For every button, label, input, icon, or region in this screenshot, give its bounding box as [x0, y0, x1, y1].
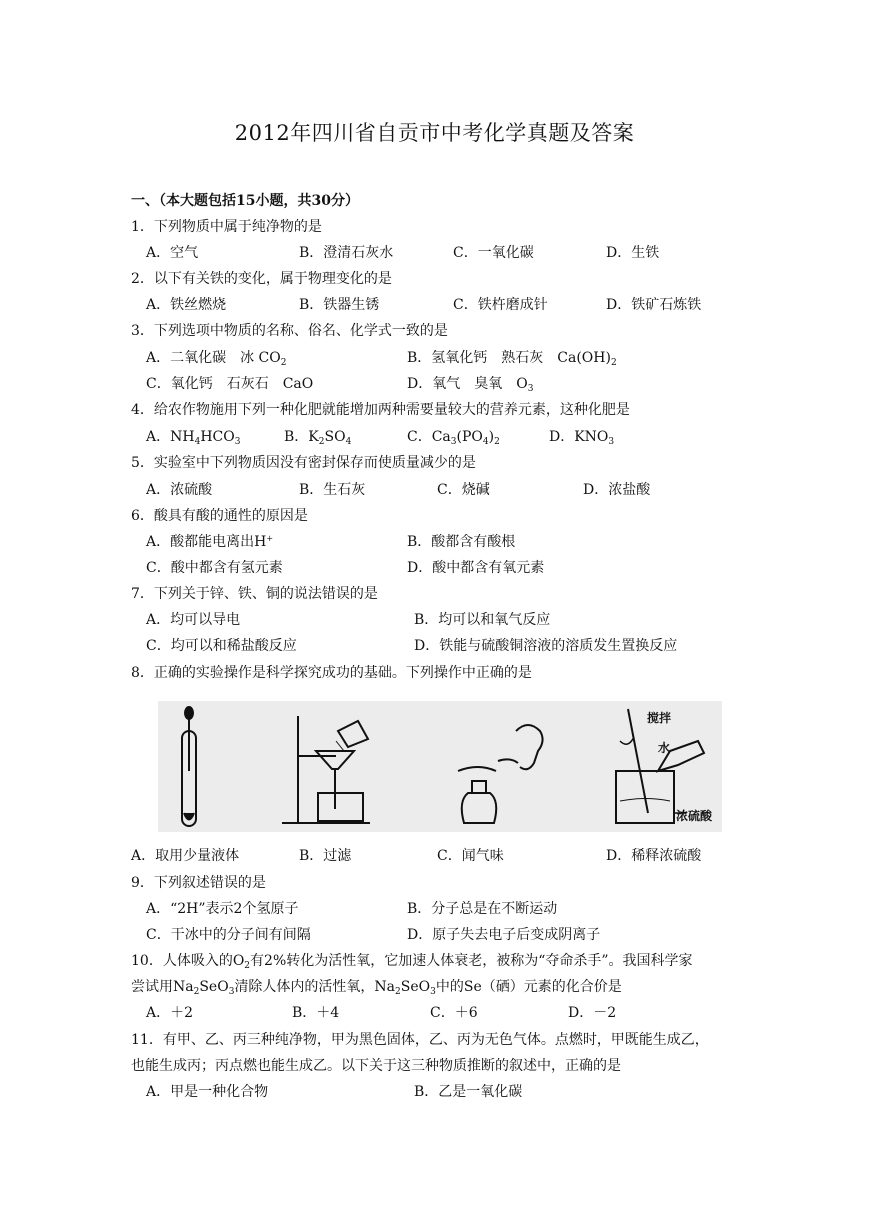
q5-stem: 5．实验室中下列物质因没有密封保存而使质量减少的是 — [131, 455, 476, 471]
q11-stem-line2: 也能生成丙；丙点燃也能生成乙。以下关于这三种物质推断的叙述中，正确的是 — [131, 1058, 621, 1074]
q3-option-c: C．氧化钙 石灰石 CaO — [146, 376, 314, 392]
q11-option-a: A．甲是一种化合物 — [146, 1084, 269, 1100]
lab-operations-drawing — [158, 701, 722, 832]
q2-option-a: A．铁丝燃烧 — [146, 297, 227, 313]
lab-operations-figure — [158, 701, 722, 832]
q3-stem: 3．下列选项中物质的名称、俗名、化学式一致的是 — [131, 323, 448, 339]
q5-option-d: D．浓盐酸 — [583, 482, 651, 498]
q3-option-b: B．氢氧化钙 熟石灰 $Ca(OH)_2$ — [407, 350, 617, 368]
q2-stem: 2．以下有关铁的变化，属于物理变化的是 — [131, 271, 392, 287]
q4-stem: 4．给农作物施用下列一种化肥就能增加两种需要量较大的营养元素，这种化肥是 — [131, 402, 630, 418]
q1-option-a: A．空气 — [146, 245, 199, 261]
q6-stem: 6．酸具有酸的通性的原因是 — [131, 508, 308, 524]
q1-option-c: C．一氧化碳 — [453, 245, 534, 261]
q1-option-d: D．生铁 — [606, 245, 660, 261]
q2-option-b: B．铁器生锈 — [299, 297, 380, 313]
section-heading: 一、（本大题包括15小题，共30分） — [131, 193, 359, 209]
q3-option-a: A．二氧化碳 冰 $CO_2$ — [146, 350, 287, 368]
q10-stem-line1: 10．人体吸入的$O_2$有2%转化为活性氧，它加速人体衰老，被称为“夺命杀手”。我国科学家 — [131, 953, 693, 971]
test-tube-dropper-icon — [182, 707, 196, 826]
q7-stem: 7．下列关于锌、铁、铜的说法错误的是 — [131, 586, 378, 602]
q10-option-a: A．＋2 — [146, 1005, 194, 1021]
q8-option-a: A．取用少量液体 — [131, 848, 240, 864]
dilute-acid-icon — [616, 709, 704, 823]
q8-stem: 8．正确的实验操作是科学探究成功的基础。下列操作中正确的是 — [131, 665, 532, 681]
q1-option-b: B．澄清石灰水 — [299, 245, 394, 261]
q8-option-d: D．稀释浓硫酸 — [606, 848, 702, 864]
q2-option-d: D．铁矿石炼铁 — [606, 297, 702, 313]
q11-option-b: B．乙是一氧化碳 — [414, 1084, 523, 1100]
q4-option-a: A．$NH_4HCO_3$ — [146, 429, 241, 447]
q4-option-b: B．$K_2SO_4$ — [284, 429, 352, 447]
q5-option-c: C．烧碱 — [437, 482, 490, 498]
q7-option-b: B．均可以和氧气反应 — [414, 612, 551, 628]
q3-option-d: D．氧气 臭氧 $O_3$ — [407, 376, 534, 394]
q10-option-b: B．＋4 — [292, 1005, 340, 1021]
q10-option-c: C．＋6 — [430, 1005, 478, 1021]
q6-option-d: D．酸中都含有氧元素 — [407, 560, 545, 576]
q10-stem-line2: 尝试用$Na_2SeO_3$清除人体内的活性氧，$Na_2SeO_3$中的Se（硒）元素的化合价是 — [131, 979, 622, 997]
q9-stem: 9．下列叙述错误的是 — [131, 875, 266, 891]
q8-option-c: C．闻气味 — [437, 848, 504, 864]
figure-label-conc-acid: 浓硫酸 — [676, 809, 713, 823]
smell-gas-icon — [458, 725, 543, 823]
q6-option-c: C．酸中都含有氢元素 — [146, 560, 283, 576]
figure-label-water: 水 — [658, 741, 671, 755]
q11-stem-line1: 11．有甲、乙、丙三种纯净物，甲为黑色固体，乙、丙为无色气体。点燃时，甲既能生成乙， — [131, 1032, 709, 1048]
q9-option-a: A．“2H”表示2个氢原子 — [146, 901, 299, 917]
q9-option-d: D．原子失去电子后变成阴离子 — [407, 927, 601, 943]
q4-option-d: D．$KNO_3$ — [549, 429, 615, 447]
q10-option-d: D．－2 — [568, 1005, 617, 1021]
q5-option-b: B．生石灰 — [299, 482, 366, 498]
q2-option-c: C．铁杵磨成针 — [453, 297, 548, 313]
q9-option-c: C．干冰中的分子间有间隔 — [146, 927, 311, 943]
q7-option-d: D．铁能与硫酸铜溶液的溶质发生置换反应 — [414, 638, 678, 654]
q4-option-c: C．$Ca_3(PO_4)_2$ — [407, 429, 500, 447]
q7-option-a: A．均可以导电 — [146, 612, 241, 628]
q6-option-a: A．酸都能电离出H+ — [146, 534, 274, 550]
page-title: 2012年四川省自贡市中考化学真题及答案 — [234, 121, 635, 145]
q7-option-c: C．均可以和稀盐酸反应 — [146, 638, 297, 654]
q9-option-b: B．分子总是在不断运动 — [407, 901, 558, 917]
q6-option-b: B．酸都含有酸根 — [407, 534, 516, 550]
q5-option-a: A．浓硫酸 — [146, 482, 213, 498]
q8-option-b: B．过滤 — [299, 848, 352, 864]
figure-label-stir: 搅拌 — [647, 711, 672, 725]
filtration-setup-icon — [282, 716, 370, 823]
q1-stem: 1．下列物质中属于纯净物的是 — [131, 219, 322, 235]
